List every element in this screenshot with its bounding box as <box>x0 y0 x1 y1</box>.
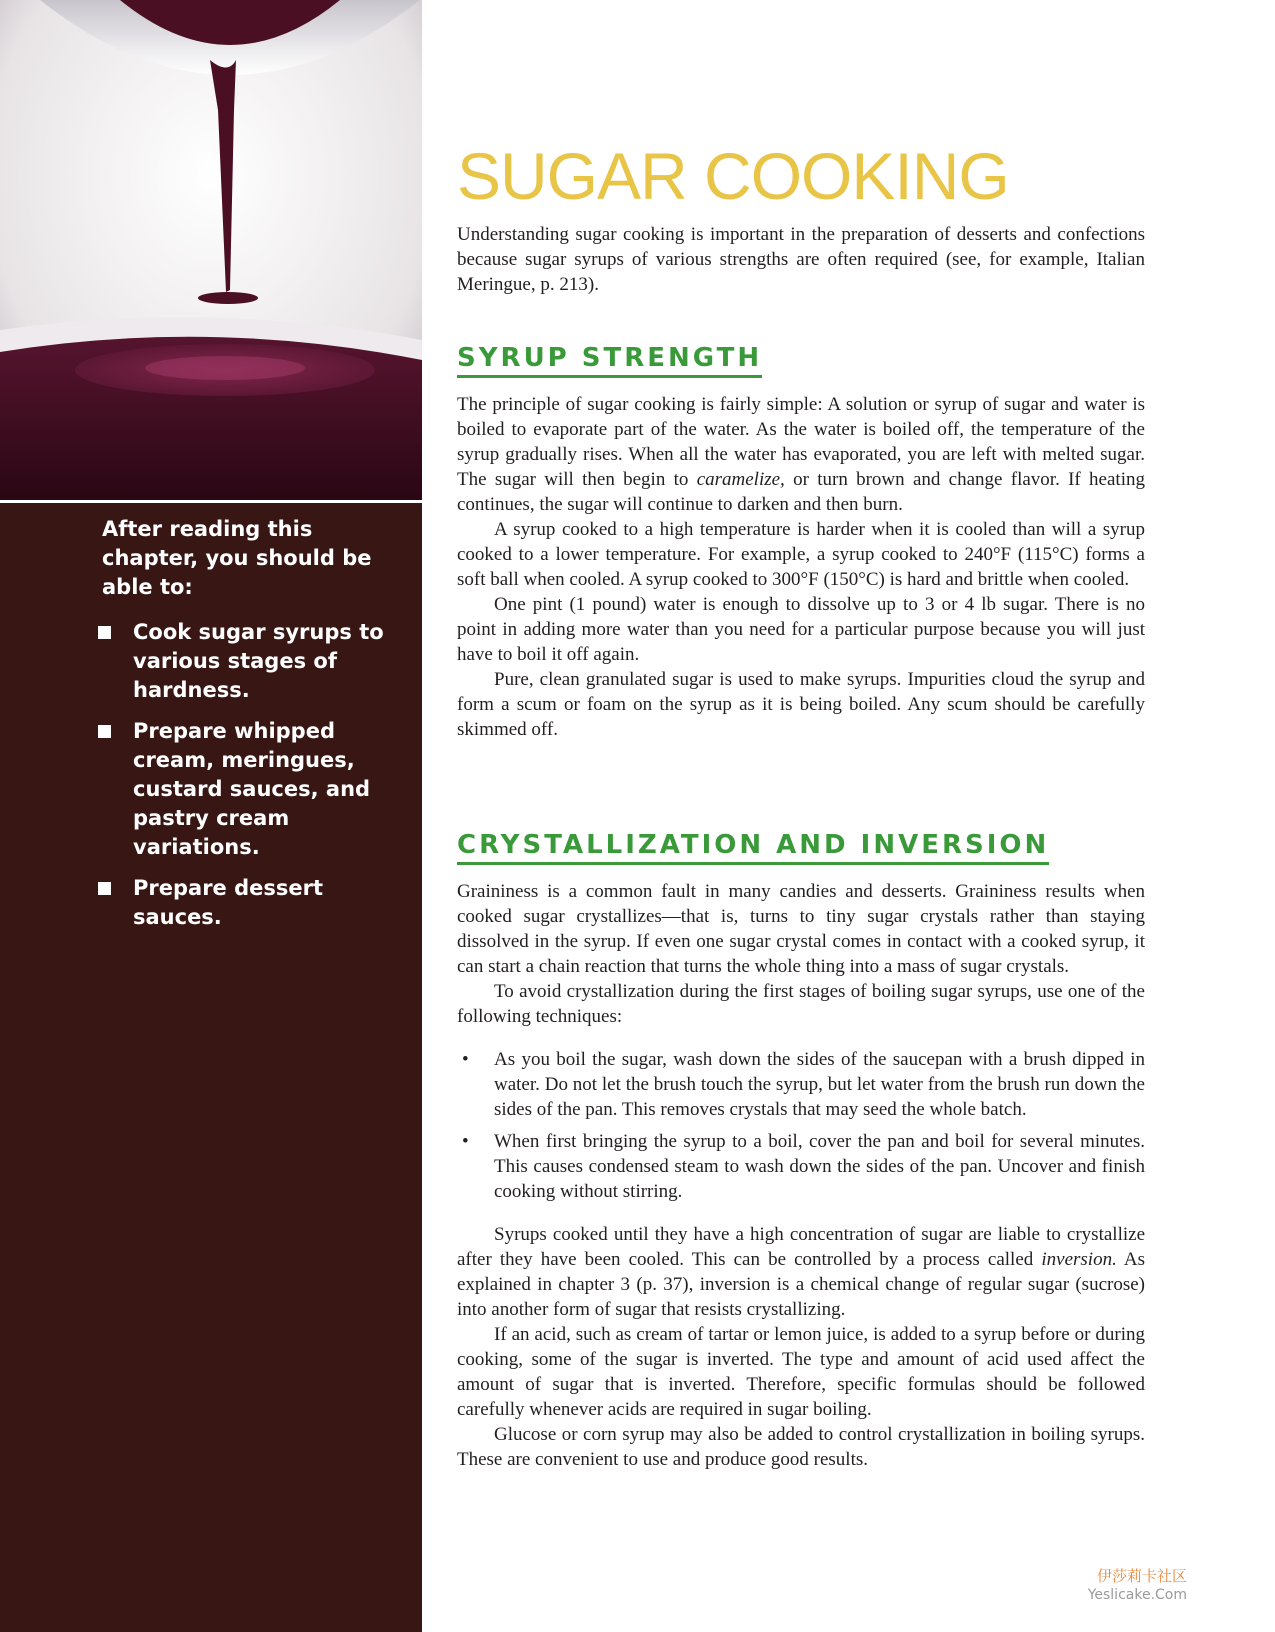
page-title: SUGAR COOKING <box>457 139 1009 213</box>
paragraph: Syrups cooked until they have a high concentration of sugar are liable to crystallize after they have been cooled. This can be controlled by a process called inversion. As explained in chapter 3 (p. 37), inversion is a chemical change of regular sugar (sucrose) into another form of sugar that resists crystallizing. <box>457 1224 1145 1320</box>
section-heading: CRYSTALLIZATION AND INVERSION <box>457 830 1049 865</box>
watermark-site: Yeslicake.Com <box>1087 1587 1187 1603</box>
section-body <box>457 392 1145 742</box>
syrup-photo <box>0 0 422 500</box>
sidebar <box>0 0 422 1632</box>
paragraph: The principle of sugar cooking is fairly simple: A solution or syrup of sugar and water is boiled to evaporate part of the water. As the water is boiled off, the temperature of the syrup gradually rises. When all the water has evaporated, you are left with melted sugar. The sugar will then begin to caramelize, or turn brown and change flavor. If heating continues, the sugar will continue to darken and then burn. <box>457 394 1145 515</box>
objective-item: Prepare whipped cream, meringues, custard sauces, and pastry cream variations. <box>0 717 422 862</box>
watermark <box>1088 1566 1187 1604</box>
paragraph: Graininess is a common fault in many candies and desserts. Graininess results when cooked sugar crystallizes—that is, turns to tiny sugar crystals rather than staying dissolved in the syrup. If even one sugar crystal comes in contact with a cooked syrup, it can start a chain reaction that turns the whole thing into a mass of sugar crystals. <box>457 881 1145 977</box>
paragraph: To avoid crystallization during the first stages of boiling sugar syrups, use one of the following techniques: <box>457 981 1145 1027</box>
section-syrup-strength <box>457 343 1145 742</box>
square-bullet-icon <box>98 626 111 639</box>
paragraph: Glucose or corn syrup may also be added to control crystallization in boiling syrups. These are convenient to use and produce good results. <box>457 1424 1145 1470</box>
list-item: • As you boil the sugar, wash down the sides of the saucepan with a brush dipped in water. Do not let the brush touch the syrup, but let water from the brush run down the sides of the pan. This removes crystals that may seed the whole batch. <box>462 1049 1145 1120</box>
technique-list <box>457 1047 1145 1204</box>
paragraph: Pure, clean granulated sugar is used to make syrups. Impurities cloud the syrup and form a scum or foam on the syrup as it is being boiled. Any scum should be carefully skimmed off. <box>457 669 1145 740</box>
objective-item: Prepare dessert sauces. <box>0 874 422 932</box>
photo-divider <box>0 500 422 503</box>
watermark-chinese: 伊莎莉卡社区 <box>1096 1567 1187 1585</box>
objective-item: Cook sugar syrups to various stages of hardness. <box>0 618 422 705</box>
objectives-list <box>0 618 422 932</box>
list-item: • When first bringing the syrup to a boil, cover the pan and boil for several minutes. This causes condensed steam to wash down the sides of the pan. Uncover and finish cooking without stirring. <box>462 1131 1145 1202</box>
intro-paragraph: Understanding sugar cooking is important in the preparation of desserts and confections because sugar syrups of various strengths are often required (see, for example, Italian Meringue, p. 213). <box>457 224 1145 295</box>
paragraph: A syrup cooked to a high temperature is harder when it is cooled than will a syrup cooked to a lower temperature. For example, a syrup cooked to 240°F (115°C) forms a soft ball when cooled. A syrup cooked to 300°F (150°C) is hard and brittle when cooled. <box>457 519 1145 590</box>
section-heading: SYRUP STRENGTH <box>457 343 762 378</box>
paragraph: One pint (1 pound) water is enough to dissolve up to 3 or 4 lb sugar. There is no point in adding more water than you need for a particular purpose because you will just have to boil it off again. <box>457 594 1145 665</box>
chapter-objectives <box>0 515 422 944</box>
bullet-dot-icon: • <box>462 1049 469 1070</box>
section-body <box>457 879 1145 1472</box>
section-crystallization <box>457 830 1145 1472</box>
bullet-dot-icon: • <box>462 1131 469 1152</box>
square-bullet-icon <box>98 725 111 738</box>
objectives-intro: After reading this chapter, you should be able to: <box>102 517 372 599</box>
paragraph: If an acid, such as cream of tartar or lemon juice, is added to a syrup before or during cooking, some of the sugar is inverted. The type and amount of acid used affect the amount of sugar that is inverted. Therefore, specific formulas should be followed carefully whenever acids are required in sugar boiling. <box>457 1324 1145 1420</box>
square-bullet-icon <box>98 882 111 895</box>
